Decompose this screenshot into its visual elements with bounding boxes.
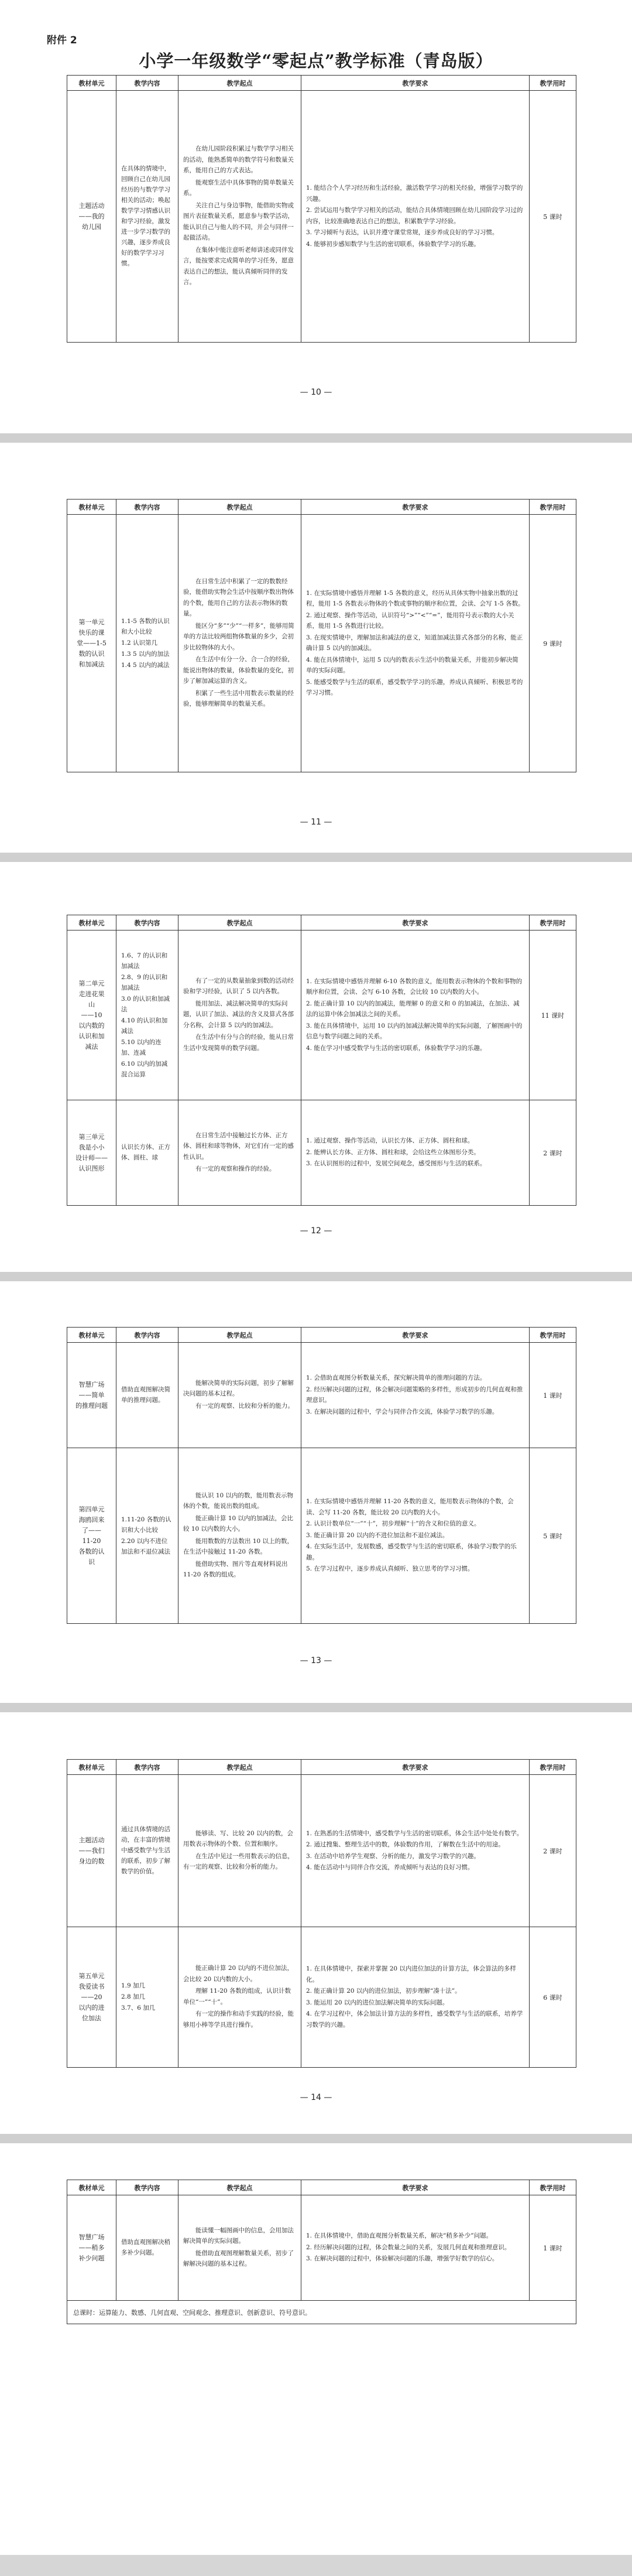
content-cell: [116, 1775, 178, 1927]
table-row: [67, 1448, 576, 1624]
table-header: [67, 76, 576, 91]
cell-line: 认识图形: [78, 1164, 105, 1172]
content-cell: [116, 930, 178, 1100]
content-cell: [116, 1343, 178, 1448]
start-cell: [178, 515, 301, 772]
start-cell: [178, 930, 301, 1100]
cell-line: 4.10 的认识和加减法: [121, 1017, 168, 1035]
cell-line: 1. 在实际情境中感悟并理解 11-20 各数的意义，能用数表示物体的个数，会读、会写 11-20 各数，能比较 20 以内数的大小。: [306, 1498, 514, 1516]
cell-line: 智慧广场: [78, 1380, 105, 1388]
cell-line: 3. 在解决问题的过程中，体验解决问题的乐趣，增强学好数学的信心。: [306, 2255, 499, 2263]
unit-cell: [67, 1775, 116, 1927]
cell-line: 了——: [82, 1526, 101, 1534]
header-content: 教学内容: [116, 500, 178, 515]
page-gap: [0, 853, 632, 862]
cell-line: 借助直观图解决稍多补少问题。: [121, 2239, 170, 2256]
table-row: [67, 515, 576, 772]
cell-line: ——我们: [78, 1846, 105, 1855]
header-content: 教学内容: [116, 1760, 178, 1775]
cell-line: 设计师——: [75, 1154, 108, 1162]
hours-cell: 2 课时: [530, 1775, 576, 1927]
table-header: [67, 2180, 576, 2195]
hours-cell: 5 课时: [530, 1448, 576, 1624]
header-hours: 教学用时: [530, 76, 576, 91]
cell-line: 2. 尝试运用与数学学习相关的活动，能结合具体情境回顾在幼儿园阶段学习过的内容，比较准确地表达自己的想法，积累数学学习经验。: [306, 207, 523, 225]
header-hours: 教学用时: [530, 2180, 576, 2195]
cell-line: 识: [88, 1558, 95, 1566]
cell-line: 能正确计算 10 以内的加减法，会比较 10 以内数的大小。: [183, 1514, 294, 1532]
req-cell: [301, 91, 530, 343]
cell-line: ——10: [81, 1011, 102, 1019]
header-unit: 教材单元: [67, 1328, 116, 1343]
unit-cell: [67, 2195, 116, 2301]
cell-line: ——20: [81, 1993, 102, 2001]
cell-line: 能借助实物、图片等直观材料说出 11-20 各数的组成。: [183, 1560, 288, 1578]
cell-line: 1.2 认识第几: [121, 639, 158, 646]
header-start: 教学起点: [178, 1328, 301, 1343]
cell-line: 能够读、写、比较 20 以内的数，会用数表示物体的个数、位置和顺序。: [183, 1829, 294, 1848]
cell-line: 数的认识: [78, 649, 105, 658]
cell-line: 1. 会借助直观图分析数量关系，探究解决简单的推理问题的方法。: [306, 1374, 486, 1381]
hours-cell: 6 课时: [530, 1927, 576, 2068]
page-4: [0, 1281, 632, 1703]
cell-line: 1.3 5 以内的加法: [121, 650, 170, 658]
document-title: 小学一年级数学“零起点”教学标准（青岛版）: [139, 51, 493, 71]
page-6: [0, 2143, 632, 2555]
cell-line: 第一单元: [78, 618, 105, 626]
content-cell: [116, 1448, 178, 1624]
cell-line: 减法: [85, 1042, 98, 1051]
cell-line: 身边的数: [78, 1857, 105, 1865]
start-cell: [178, 1343, 301, 1448]
cell-line: 1. 在熟悉的生活情境中，感受数学与生活的密切联系，体会生活中处处有数学。: [306, 1829, 523, 1837]
table-header: [67, 1760, 576, 1775]
cell-line: 2. 能正确计算 20 以内的进位加法，初步理解“凑十法”。: [306, 1987, 461, 1995]
hours-cell: 2 课时: [530, 1100, 576, 1206]
cell-line: 3. 在活动中培养学生观察、分析的能力，激发学习数学的兴趣。: [306, 1852, 480, 1860]
standards-table: [67, 75, 576, 343]
req-cell: [301, 1927, 530, 2068]
page-number: — 11 —: [300, 817, 332, 827]
cell-line: 以内的进: [78, 2003, 105, 2011]
content-cell: [116, 515, 178, 772]
table-row: [67, 1343, 576, 1448]
page-number: — 10 —: [300, 388, 332, 397]
hours-cell: 1 课时: [530, 2195, 576, 2301]
header-unit: 教材单元: [67, 1760, 116, 1775]
cell-line: 能解决简单的实际问题，初步了解解决问题的基本过程。: [183, 1379, 294, 1398]
cell-line: 积累了一些生活中用数表示数量的经验，能够理解简单的数量关系。: [183, 689, 294, 707]
cell-line: 4. 能在学习中感受数学与生活的密切联系，体验数学学习的乐趣。: [306, 1044, 486, 1052]
cell-line: 智慧广场: [78, 2233, 105, 2241]
header-unit: 教材单元: [67, 500, 116, 515]
header-unit: 教材单元: [67, 2180, 116, 2195]
cell-line: 能用加法、减法解决简单的实际问题，认识了加法、减法的含义及算式各部分名称，会计算 5 以内的加减法。: [183, 1000, 294, 1029]
cell-line: 位加法: [82, 2014, 101, 2022]
req-cell: [301, 1775, 530, 1927]
cell-line: 6.10 以内的加减混合运算: [121, 1060, 168, 1078]
table-row: [67, 91, 576, 343]
unit-cell: [67, 515, 116, 772]
header-unit: 教材单元: [67, 76, 116, 91]
table-row: [67, 1775, 576, 1927]
cell-line: 1.1-5 各数的认识和大小比较: [121, 617, 170, 635]
cell-line: 能读懂一幅图画中的信息，会用加法解决简单的实际问题。: [183, 2226, 294, 2245]
table-header: [67, 500, 576, 515]
req-cell: [301, 1448, 530, 1624]
req-cell: [301, 930, 530, 1100]
cell-line: 的推理问题: [75, 1401, 108, 1410]
content-cell: [116, 1927, 178, 2068]
cell-line: 关注自己与身边事物，能借助实物或图片表征数量关系，愿意参与数学活动，能认识自己与他人的不同，并会与同伴一起做活动。: [183, 201, 294, 242]
standards-table: [67, 915, 576, 1206]
cell-line: 各数的认: [78, 1547, 105, 1555]
header-content: 教学内容: [116, 1328, 178, 1343]
cell-line: 1. 通过观察、操作等活动，认识长方体、正方体、圆柱和球。: [306, 1137, 474, 1145]
cell-line: 5.10 以内的连加、连减: [121, 1038, 162, 1056]
cell-line: 1.4 5 以内的减法: [121, 661, 170, 669]
standards-table: [67, 2180, 576, 2324]
header-req: 教学要求: [301, 76, 530, 91]
table-note-row: [67, 2301, 576, 2324]
header-hours: 教学用时: [530, 1760, 576, 1775]
cell-line: 3. 在现实情境中，理解加法和减法的意义，知道加减法算式各部分的名称，能正确计算 5 以内的加减法。: [306, 634, 523, 652]
cell-line: 和加减法: [78, 660, 105, 668]
start-cell: [178, 91, 301, 343]
header-start: 教学起点: [178, 1760, 301, 1775]
standards-table: [67, 1759, 576, 2068]
cell-line: 11-20: [82, 1537, 101, 1545]
cell-line: 2.20 以内不进位加法和不退位减法: [121, 1537, 170, 1555]
header-content: 教学内容: [116, 76, 178, 91]
cell-line: 1. 在实际情境中感悟并理解 6-10 各数的意义，能用数表示物体的个数和事物的顺序和位置，会读、会写 6-10 各数，会比较 10 以内数的大小。: [306, 977, 523, 996]
cell-line: 3. 能在具体情境中，运用 10 以内的加减法解决简单的实际问题，了解图画中的信息与数学问题之间的关系。: [306, 1022, 523, 1041]
cell-line: 借助直观图解决简单的推理问题。: [121, 1386, 170, 1404]
cell-line: 快乐的课: [78, 628, 105, 637]
page-1: [0, 0, 632, 433]
header-start: 教学起点: [178, 2180, 301, 2195]
cell-line: 在集体中能注意听老师讲述或同伴发言，能按要求完成简单的学习任务，愿意表达自己的想法，能认真倾听同伴的发言。: [183, 246, 294, 286]
hours-cell: 9 课时: [530, 515, 576, 772]
cell-line: 在幼儿园阶段积累过与数学学习相关的活动，能熟悉简单的数学符号和数量关系，能用自己的方式表达。: [183, 145, 294, 175]
cell-line: 在生活中见过一些用数表示的信息，有一定的观察、比较和分析的能力。: [183, 1852, 294, 1870]
cell-line: 认识长方体、正方体、圆柱、球: [121, 1144, 170, 1161]
header-req: 教学要求: [301, 915, 530, 930]
start-cell: [178, 1927, 301, 2068]
cell-line: 能正确计算 20 以内的不进位加法，会比较 20 以内数的大小。: [183, 1965, 294, 1983]
page-gap: [0, 2134, 632, 2143]
cell-line: 1. 在实际情境中感悟并理解 1-5 各数的意义，经历从具体实物中抽象出数的过程，能用 1-5 各数表示物体的个数或事物的顺序和位置，会读、会写 1-5 各数。: [306, 589, 524, 607]
cell-line: 1. 在具体情境中，探索并掌握 20 以内进位加法的计算方法，体会算法的多样化。: [306, 1965, 516, 1983]
cell-line: 走进花果: [78, 990, 105, 998]
cell-line: 5. 在学习过程中，逐步养成认真倾听、独立思考的学习习惯。: [306, 1565, 474, 1573]
cell-line: 1. 在具体情境中，借助直观图分析数量关系，解决“稍多补少”问题。: [306, 2232, 493, 2240]
cell-line: 4. 在实际生活中，发展数感，感受数学与生活的密切联系，体验学习数学的乐趣。: [306, 1543, 517, 1561]
cell-line: 在日常生活中积累了一定的数数经验，能借助实物会生活中按顺序数出物体的个数，能用自己的方法表示物体的数量。: [183, 577, 294, 617]
cell-line: 2. 能正确计算 10 以内的加减法，能理解 0 的意义和 0 的加减法，在加法、减法的运算中体会加减法之间的关系。: [306, 1000, 520, 1018]
hours-cell: 5 课时: [530, 91, 576, 343]
header-start: 教学起点: [178, 915, 301, 930]
cell-line: 能区分“多”“少”“一样多”，能够用简单的方法比较两组物体数量的多少，会初步比较物体的大小。: [183, 622, 294, 651]
cell-line: 主题活动: [78, 1836, 105, 1844]
cell-line: 4. 能在活动中与同伴合作交流，养成倾听与表达的良好习惯。: [306, 1864, 474, 1871]
cell-line: 1.6、7 的认识和加减法: [121, 952, 168, 970]
table-row: [67, 1100, 576, 1206]
cell-line: ——简单: [78, 1391, 105, 1399]
cell-line: 能认识 10 以内的数，能用数表示物体的个数，能说出数的组成。: [183, 1491, 294, 1510]
start-cell: [178, 2195, 301, 2301]
header-content: 教学内容: [116, 915, 178, 930]
start-cell: [178, 1448, 301, 1624]
cell-line: 海鸥回来: [78, 1516, 105, 1524]
cell-line: 有了一定的从数量抽象到数的活动经验和学习经验，认识了 5 以内各数。: [183, 977, 294, 995]
standards-table: [67, 499, 576, 772]
cell-line: ——我的: [78, 212, 105, 220]
cell-line: 3. 学习倾听与表达，认识并遵守课堂常规，逐步养成良好的学习习惯。: [306, 229, 499, 236]
cell-line: 堂——1-5: [77, 639, 107, 647]
header-req: 教学要求: [301, 1760, 530, 1775]
cell-line: 在生活中有分与合的经验，能从日常生活中发现简单的数学问题。: [183, 1034, 294, 1052]
hours-cell: 1 课时: [530, 1343, 576, 1448]
cell-line: 补少问题: [78, 2254, 105, 2262]
standards-table: [67, 1327, 576, 1624]
cell-line: 我爱读书: [78, 1982, 105, 1990]
cell-line: 3.7、6 加几: [121, 2004, 156, 2011]
unit-cell: [67, 930, 116, 1100]
cell-line: 5. 能感受数学与生活的联系，感受数学学习的乐趣，养成认真倾听、积极思考的学习习惯。: [306, 678, 523, 696]
page-gap: [0, 1272, 632, 1281]
cell-line: 在生活中有分一分、合一合的经验，能说出物体的数量，体验数量的变化，初步了解加减运算的含义。: [183, 656, 294, 685]
unit-cell: [67, 1927, 116, 2068]
attachment-label: 附件 2: [47, 35, 77, 46]
cell-line: 2. 经历解决问题的过程，体会数量之间的关系，发展几何直观和推理意识。: [306, 2243, 511, 2251]
header-start: 教学起点: [178, 76, 301, 91]
table-row: [67, 930, 576, 1100]
cell-line: 有一定的观察和操作的经验。: [195, 1165, 276, 1172]
cell-line: 理解 11-20 各数的组成，认识计数单位“一”“十”。: [183, 1987, 291, 2006]
cell-line: 第四单元: [78, 1505, 105, 1513]
cell-line: 4. 能在具体情境中，运用 5 以内的数表示生活中的数量关系，并能初步解决简单的实际问题。: [306, 656, 518, 674]
unit-cell: [67, 1100, 116, 1206]
page-gap: [0, 1703, 632, 1712]
cell-line: 通过具体情境的活动，在丰富的情境中感受数学与生活的联系，初步了解数学的价值。: [121, 1826, 170, 1875]
page-2: [0, 443, 632, 853]
header-unit: 教材单元: [67, 915, 116, 930]
cell-line: 认识和加: [78, 1032, 105, 1040]
cell-line: 在具体的情境中，回顾自己在幼儿园经历的与数学学习相关的活动；唤起数学学习情感认识和学习经验，激发进一步学习数学的兴趣，逐步养成良好的数学学习习惯。: [121, 165, 170, 267]
header-req: 教学要求: [301, 500, 530, 515]
unit-cell: [67, 1343, 116, 1448]
cell-line: 第三单元: [78, 1133, 105, 1141]
cell-line: 3. 能正确计算 20 以内的不进位加法和不退位减法。: [306, 1531, 449, 1539]
header-req: 教学要求: [301, 2180, 530, 2195]
table-note: 总课时：运算能力、数感、几何直观、空间观念、推理意识、创新意识、符号意识。: [67, 2301, 576, 2324]
cell-line: 在日常生活中接触过长方体、正方体、圆柱和球等物体，对它们有一定的感性认识。: [183, 1131, 294, 1161]
cell-line: 2. 经历解决问题的过程，体会解决问题策略的多样性，形成初步的几何直观和推理意识。: [306, 1386, 523, 1404]
req-cell: [301, 515, 530, 772]
header-hours: 教学用时: [530, 1328, 576, 1343]
page-number: — 12 —: [300, 1226, 332, 1236]
cell-line: 2. 通过观察、操作等活动，认识符号“>”“<”“=”，能用符号表示数的大小关系，能用 1-5 各数进行比较。: [306, 611, 514, 630]
table-row: [67, 2195, 576, 2301]
cell-line: 3. 能运用 20 以内的进位加法解决简单的实际问题。: [306, 1999, 449, 2006]
cell-line: 第五单元: [78, 1972, 105, 1980]
cell-line: 2.8 加几: [121, 1993, 146, 2000]
start-cell: [178, 1100, 301, 1206]
header-content: 教学内容: [116, 2180, 178, 2195]
req-cell: [301, 1100, 530, 1206]
cell-line: 1.11-20 各数的认识和大小比较: [121, 1516, 171, 1534]
cell-line: 2.8、9 的认识和加减法: [121, 973, 168, 991]
cell-line: 1. 能结合个人学习经历和生活经验，激活数学学习的相关经验，增强学习数学的兴趣。: [306, 184, 523, 203]
cell-line: 3. 在解决问题的过程中，学会与同伴合作交流，体验学习数学的乐趣。: [306, 1408, 499, 1415]
req-cell: [301, 1343, 530, 1448]
cell-line: 有一定的观察、比较和分析的能力。: [195, 1402, 294, 1410]
unit-cell: [67, 1448, 116, 1624]
page-3: [0, 862, 632, 1272]
content-cell: [116, 2195, 178, 2301]
header-start: 教学起点: [178, 500, 301, 515]
cell-line: ——稍多: [78, 2243, 105, 2252]
content-cell: [116, 1100, 178, 1206]
header-hours: 教学用时: [530, 915, 576, 930]
hours-cell: 11 课时: [530, 930, 576, 1100]
table-header: [67, 1328, 576, 1343]
cell-line: 4. 在学习过程中，体会加法计算方法的多样性，感受数学与生活的联系，培养学习数学的兴趣。: [306, 2010, 523, 2028]
cell-line: 主题活动: [78, 201, 105, 210]
cell-line: 能观察生活中具体事物的简单数量关系。: [183, 179, 294, 197]
cell-line: 第二单元: [78, 979, 105, 987]
cell-line: 1.9 加几: [121, 1982, 146, 1989]
cell-line: 能用数数的方法数出 10 以上的数，在生活中接触过 11-20 各数。: [183, 1537, 294, 1555]
cell-line: 我是小小: [78, 1143, 105, 1151]
page-number: — 14 —: [300, 2093, 332, 2102]
cell-line: 3. 在认识图形的过程中，发展空间观念，感受图形与生活的联系。: [306, 1160, 486, 1168]
cell-line: 4. 能够初步感知数学与生活的密切联系，体验数学学习的乐趣。: [306, 240, 480, 248]
page-number: — 13 —: [300, 1656, 332, 1665]
content-cell: [116, 91, 178, 343]
cell-line: 以内数的: [78, 1021, 105, 1029]
cell-line: 2. 认识计数单位“一”“十”，初步理解“十”的含义和位值的意义。: [306, 1520, 480, 1528]
req-cell: [301, 2195, 530, 2301]
cell-line: 山: [88, 1000, 95, 1008]
cell-line: 有一定的操作和动手实践的经验，能够用小棒等学具进行操作。: [183, 2010, 294, 2028]
page-gap: [0, 433, 632, 443]
cell-line: 3.0 的认识和加减法: [121, 995, 170, 1013]
header-req: 教学要求: [301, 1328, 530, 1343]
unit-cell: [67, 91, 116, 343]
table-header: [67, 915, 576, 930]
cell-line: 能借助直观图理解数量关系，初步了解解决问题的基本过程。: [183, 2249, 294, 2267]
cell-line: 幼儿园: [82, 223, 101, 231]
cell-line: 2. 能辨认长方体、正方体、圆柱和球，会给这些立体图形分类。: [306, 1148, 480, 1156]
page-5: [0, 1712, 632, 2134]
cell-line: 2. 通过搜集、整理生活中的数，体验数的作用，了解数在生活中的用途。: [306, 1841, 504, 1848]
start-cell: [178, 1775, 301, 1927]
table-row: [67, 1927, 576, 2068]
header-hours: 教学用时: [530, 500, 576, 515]
